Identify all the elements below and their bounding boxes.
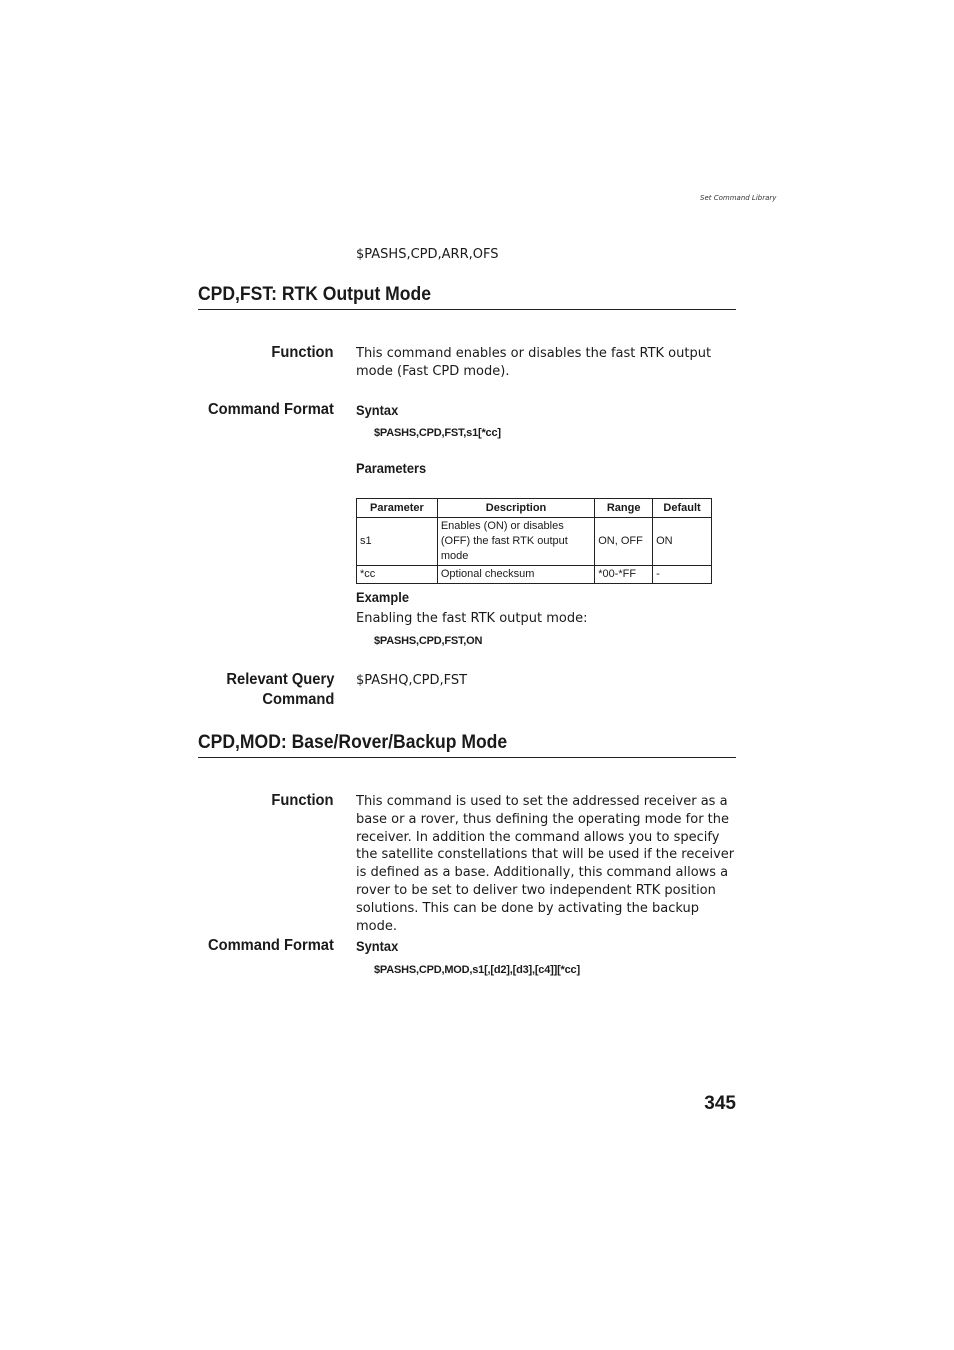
running-head: Set Command Library: [700, 194, 777, 202]
syntax-command: $PASHS,CPD,FST,s1[*cc]: [374, 427, 501, 439]
parameters-table: [356, 498, 712, 584]
syntax-label: Syntax: [356, 938, 399, 954]
parameters-label: Parameters: [356, 460, 427, 476]
table-cell: *cc: [357, 566, 438, 584]
relevant-query-label: [226, 670, 334, 710]
table-cell: -: [653, 566, 712, 584]
relevant-query-label-line1: Relevant Query: [226, 671, 334, 688]
query-command: $PASHQ,CPD,FST: [356, 673, 468, 688]
table-cell: ON: [653, 518, 712, 566]
table-cell: Optional checksum: [437, 566, 594, 584]
table-cell: ON, OFF: [595, 518, 653, 566]
section-title-cpd-mod: CPD,MOD: Base/Rover/Backup Mode: [198, 731, 508, 753]
table-row: [357, 566, 712, 584]
example-text: Enabling the fast RTK output mode:: [356, 611, 588, 626]
table-header-row: [357, 499, 712, 518]
syntax-label: Syntax: [356, 402, 399, 418]
top-command: $PASHS,CPD,ARR,OFS: [356, 247, 499, 262]
table-header-cell: Description: [437, 499, 594, 518]
example-label: Example: [356, 589, 409, 605]
section-rule: [198, 309, 736, 310]
section-rule: [198, 757, 736, 758]
function-text: This command enables or disables the fast RTK output mode (Fast CPD mode).: [356, 346, 712, 379]
relevant-query-label-line2: Command: [262, 691, 334, 708]
section-title-cpd-fst: CPD,FST: RTK Output Mode: [198, 283, 432, 305]
table-header-cell: Parameter: [357, 499, 438, 518]
table-row: [357, 518, 712, 566]
table-header-cell: Range: [595, 499, 653, 518]
function-label: Function: [271, 792, 334, 809]
table-cell: *00-*FF: [595, 566, 653, 584]
function-label: Function: [271, 344, 334, 361]
example-command: $PASHS,CPD,FST,ON: [374, 635, 483, 647]
page-number: 345: [704, 1093, 736, 1114]
command-format-label: Command Format: [208, 937, 334, 954]
function-text: This command is used to set the addressed receiver as a base or a rover, thus defining the operating mode for the receiver. In addition the command allows you to specify the satellite constellations that will be used if the receiver is defined as a base. Additionally, this command allows a rover to be set to deliver two independent RTK position solutions. This can be done by activating the backup mode.: [356, 794, 735, 934]
command-format-label: Command Format: [208, 401, 334, 418]
table-cell: s1: [357, 518, 438, 566]
table-header-cell: Default: [653, 499, 712, 518]
syntax-command: $PASHS,CPD,MOD,s1[,[d2],[d3],[c4]][*cc]: [374, 964, 580, 976]
table-cell: Enables (ON) or disables (OFF) the fast RTK output mode: [437, 518, 594, 566]
